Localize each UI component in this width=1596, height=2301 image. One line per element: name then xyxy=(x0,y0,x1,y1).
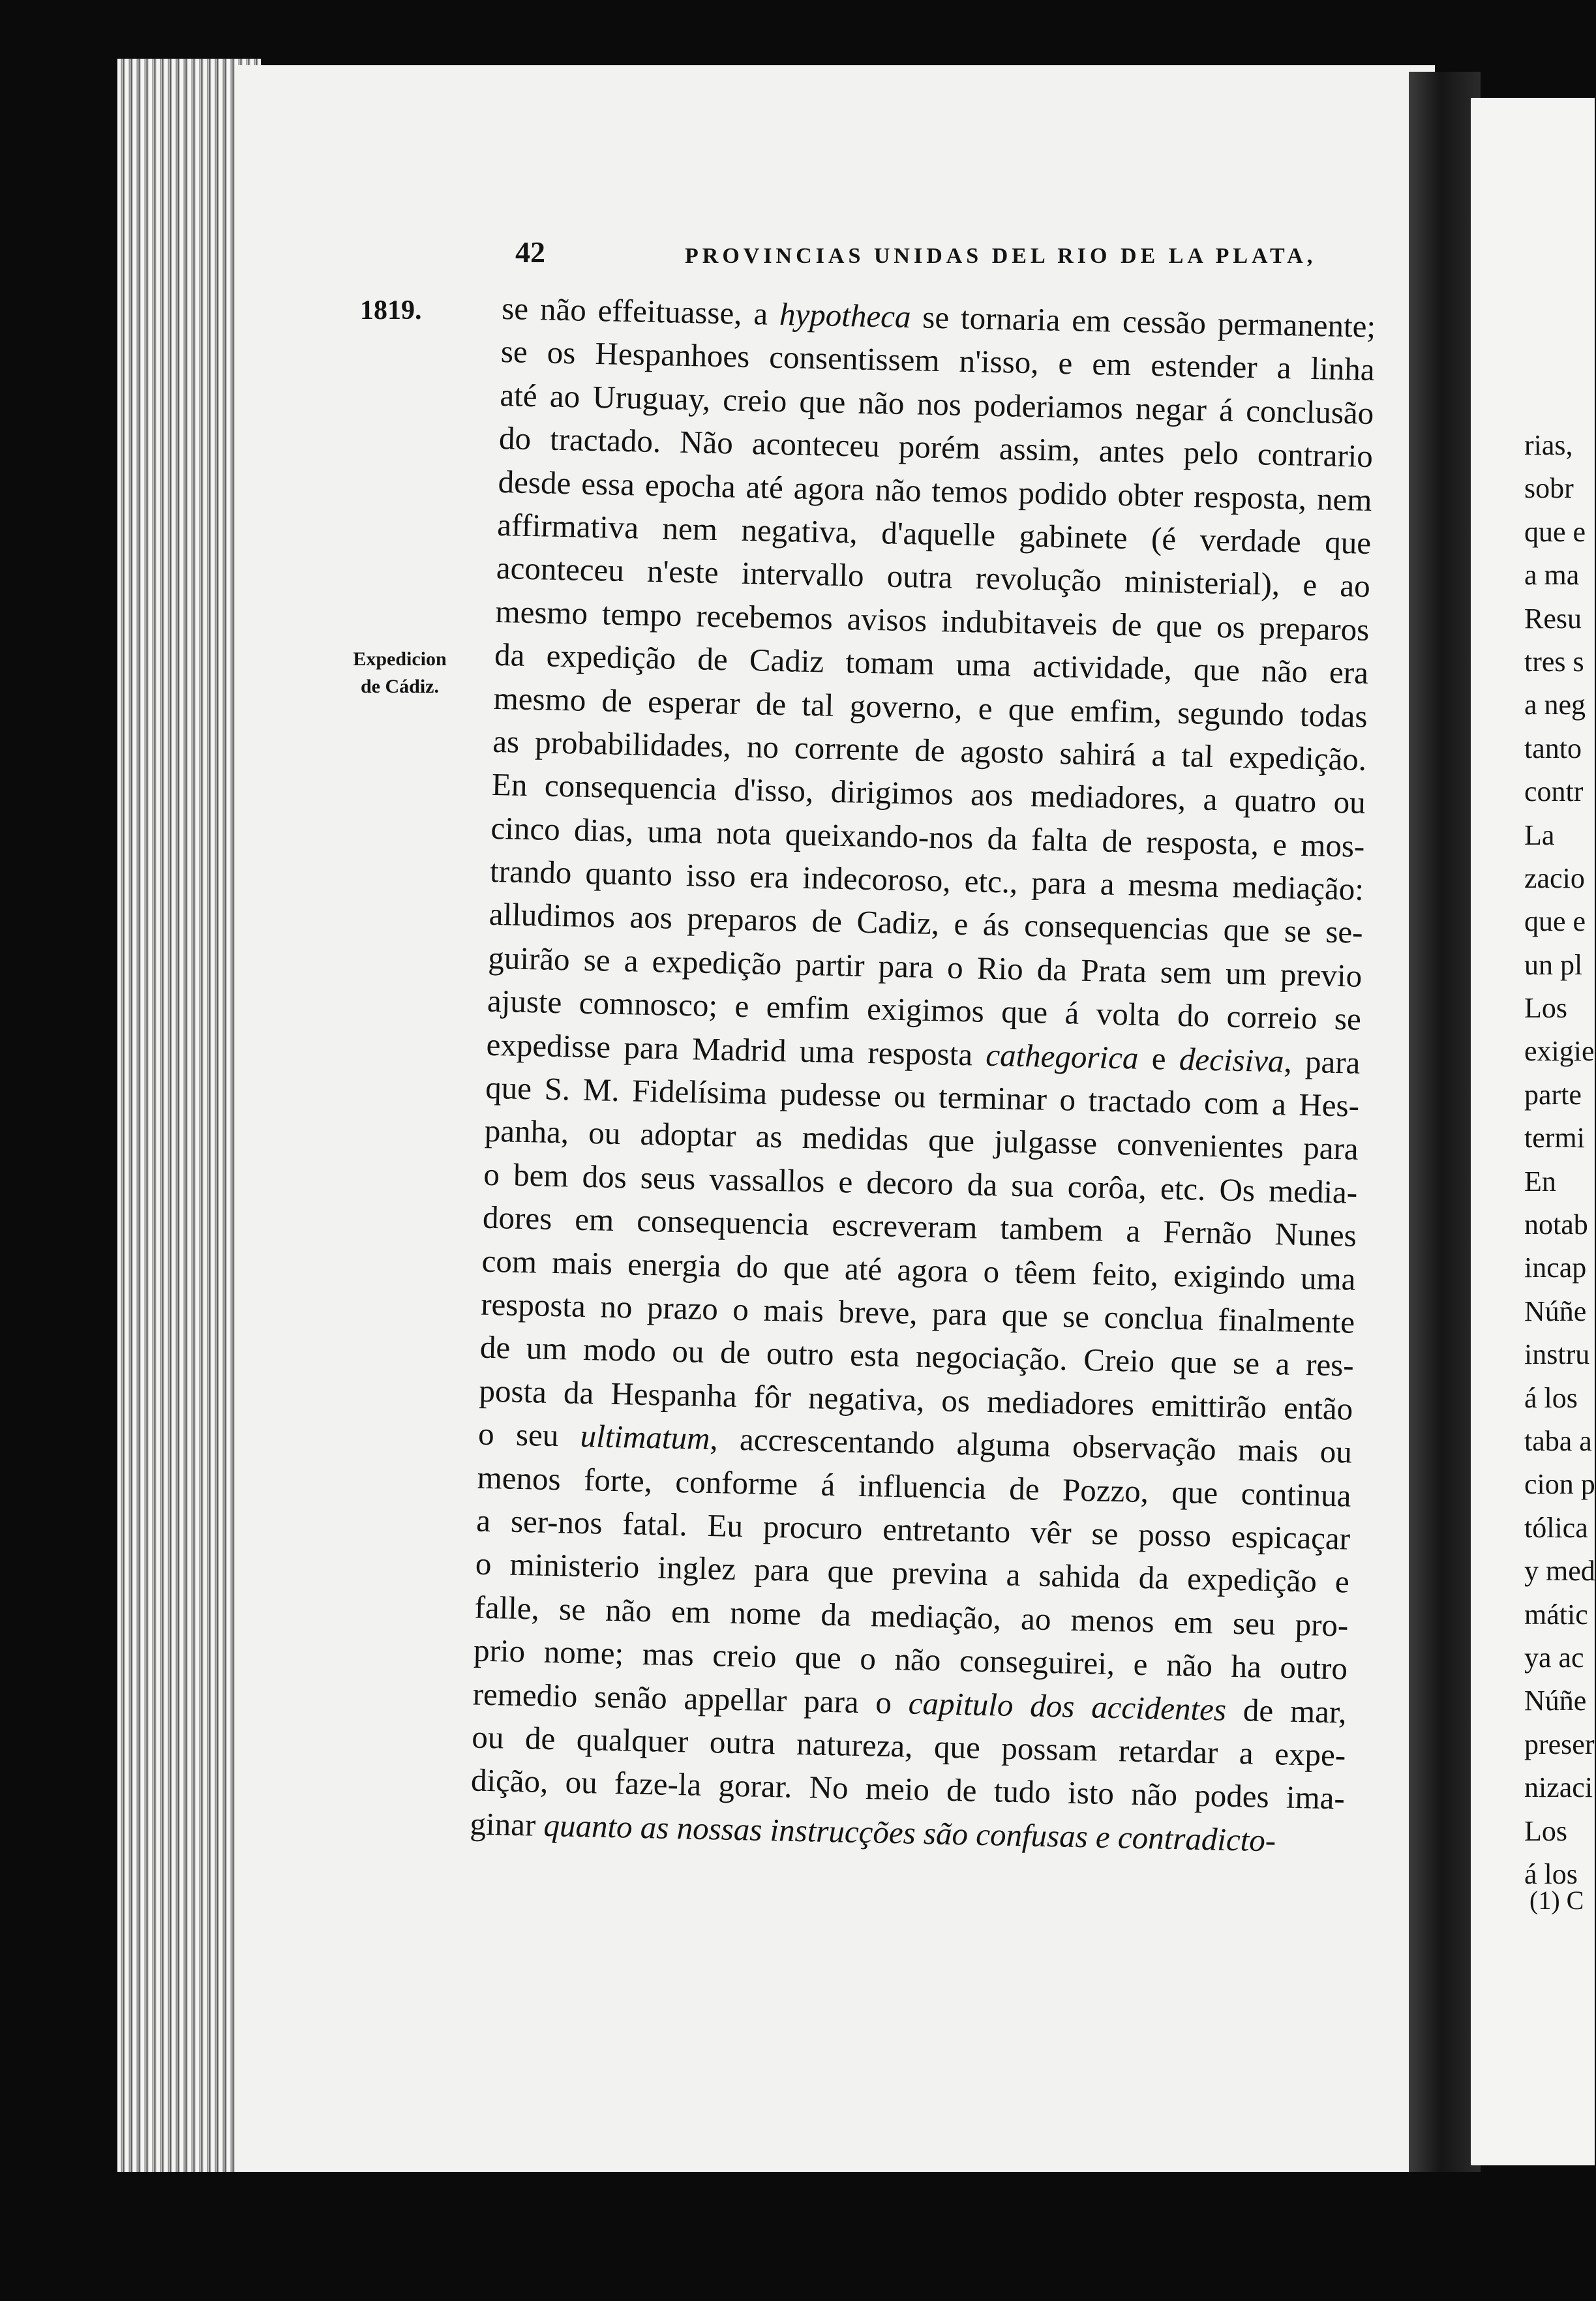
facing-page-line: La xyxy=(1524,819,1555,851)
text-line: mesmo tempo recebemos avisos indubitaveis de que os preparos xyxy=(495,593,1370,648)
text-line: prio nome; mas creio que o não conseguirei, e não ha outro xyxy=(473,1632,1348,1687)
italic-text: hypotheca xyxy=(779,295,912,335)
facing-page-line: tanto xyxy=(1524,732,1582,764)
italic-text: cathegorica xyxy=(985,1036,1139,1076)
facing-page-line: tres s xyxy=(1524,645,1584,678)
text-line: se os Hespanhoes consentissem n'isso, e em estender a linha xyxy=(500,333,1376,388)
facing-page-line: exigie xyxy=(1524,1035,1595,1068)
facing-page-line: a ma xyxy=(1524,559,1580,592)
facing-page-line: Núñe xyxy=(1524,1295,1587,1327)
facing-page-line: Núñe xyxy=(1524,1685,1587,1717)
text-line: o bem dos seus vassallos e decoro da sua corôa, etc. Os media- xyxy=(483,1156,1358,1211)
text-line: de um modo ou de outro esta negociação. Creio que se a res- xyxy=(479,1329,1355,1384)
facing-page-line: cion p xyxy=(1524,1468,1595,1501)
facing-page-line: tólica xyxy=(1524,1511,1588,1544)
facing-page-line: Resu xyxy=(1524,602,1582,635)
facing-page-line: Los xyxy=(1524,992,1567,1025)
facing-page-line: preser xyxy=(1524,1728,1595,1760)
page-number: 42 xyxy=(515,235,545,269)
facing-page-line: que e xyxy=(1524,905,1586,938)
facing-page-footnote: (1) C xyxy=(1529,1886,1584,1915)
facing-page-line: incap xyxy=(1524,1252,1587,1284)
text-line: ou de qualquer outra natureza, que possam retardar a expe- xyxy=(471,1719,1346,1773)
facing-page-line: contr xyxy=(1524,775,1584,808)
text-line: a ser-nos fatal. Eu procuro entretanto vêr se posso espicaçar xyxy=(475,1502,1351,1557)
text-line: com mais energia do que até agora o têem feito, exigindo uma xyxy=(481,1242,1357,1297)
text-line: guirão se a expedição partir para o Rio da Prata sem um previo xyxy=(487,939,1363,994)
text-line: o ministerio inglez para que previna a sahida da expedição e xyxy=(475,1545,1350,1600)
facing-page-line: á los xyxy=(1524,1857,1578,1890)
text-line: falle, se não em nome da mediação, ao menos em seu pro- xyxy=(474,1589,1349,1644)
facing-page-line: ya ac xyxy=(1524,1641,1584,1674)
running-title: PROVINCIAS UNIDAS DEL RIO DE LA PLATA, xyxy=(685,244,1317,268)
facing-page-line: notab xyxy=(1524,1209,1588,1241)
text-line: posta da Hespanha fôr negativa, os mediadores emittirão então xyxy=(478,1372,1353,1427)
facing-page-text xyxy=(1524,424,1596,1896)
text-line: o seu ultimatum, accrescentando alguma observação mais ou xyxy=(477,1415,1353,1470)
running-header xyxy=(515,235,1402,280)
facing-page-line: taba a xyxy=(1524,1424,1592,1457)
facing-page-line: mátic xyxy=(1524,1598,1588,1631)
text-line: En consequencia d'isso, dirigimos aos mediadores, a quatro ou xyxy=(491,766,1366,821)
text-line: aconteceu n'este intervallo outra revolução ministerial), e ao xyxy=(496,550,1371,605)
text-line: resposta no prazo o mais breve, para que se conclua finalmente xyxy=(480,1286,1355,1340)
text-line: cinco dias, uma nota queixando-nos da falta de resposta, e mos- xyxy=(490,809,1365,864)
text-line: as probabilidades, no corrente de agosto sahirá a tal expedição. xyxy=(492,723,1367,777)
facing-page-line: instru xyxy=(1524,1338,1590,1371)
facing-page-fragment xyxy=(1471,98,1595,2165)
text-line: ginar quanto as nossas instrucções são confusas e contradicto- xyxy=(470,1805,1276,1859)
facing-page-line: a neg xyxy=(1524,689,1586,721)
margin-year: 1819. xyxy=(360,295,422,325)
text-line: dição, ou faze-la gorar. No meio de tudo isto não podes ima- xyxy=(470,1762,1346,1816)
text-line: expedisse para Madrid uma resposta cathegorica e decisiva, para xyxy=(486,1026,1361,1081)
facing-page-line: En xyxy=(1524,1165,1556,1197)
italic-text: quanto as nossas instrucções são confusas e contradicto- xyxy=(543,1807,1276,1859)
facing-page-line: que e xyxy=(1524,515,1586,548)
facing-page-line: parte xyxy=(1524,1078,1582,1111)
text-line: até ao Uruguay, creio que não nos poderiamos negar á conclusão xyxy=(499,376,1374,431)
facing-page-line: á los xyxy=(1524,1381,1578,1414)
facing-page-line: termi xyxy=(1524,1122,1585,1154)
text-line: desde essa epocha até agora não temos podido obter resposta, nem xyxy=(498,463,1373,518)
italic-text: ultimatum xyxy=(580,1418,711,1457)
facing-page-line: y med xyxy=(1524,1555,1595,1587)
facing-page-line: sobr xyxy=(1524,472,1574,505)
text-line: mesmo de esperar de tal governo, e que emfim, segundo todas xyxy=(493,680,1368,734)
facing-page-line: rias, xyxy=(1524,429,1573,461)
body-text xyxy=(470,287,1376,1864)
text-line: que S. M. Fidelísima pudesse ou terminar o tractado com a Hes- xyxy=(485,1069,1360,1124)
text-line: ajuste comnosco; e emfim exigimos que á volta do correio se xyxy=(487,983,1362,1038)
text-line: alludimos aos preparos de Cadiz, e ás consequencias que se se- xyxy=(489,896,1364,951)
text-line: trando quanto isso era indecoroso, etc., para a mesma mediação: xyxy=(489,852,1364,907)
facing-page-line: nizaci xyxy=(1524,1771,1593,1804)
text-line: do tractado. Não aconteceu porém assim, antes pelo contrario xyxy=(498,420,1374,475)
facing-page-line: Los xyxy=(1524,1814,1567,1847)
text-line: dores em consequencia escreveram tambem a Fernão Nunes xyxy=(482,1199,1357,1254)
text-line: remedio senão appellar para o capitulo dos accidentes de mar, xyxy=(472,1676,1348,1730)
text-line: affirmativa nem negativa, d'aquelle gabinete (é verdade que xyxy=(496,506,1372,561)
margin-note-line: de Cádiz. xyxy=(361,676,439,697)
facing-page-line: zacio xyxy=(1524,862,1585,894)
facing-page-line: un pl xyxy=(1524,948,1583,981)
text-line: se não effeituasse, a hypotheca se tornaria em cessão permanente; xyxy=(501,290,1376,345)
margin-note xyxy=(338,646,462,700)
text-line: da expedição de Cadiz tomam uma actividade, que não era xyxy=(494,637,1369,691)
italic-text: decisiva xyxy=(1179,1040,1285,1079)
text-line: menos forte, conforme á influencia de Pozzo, que continua xyxy=(477,1459,1352,1514)
text-line: panha, ou adoptar as medidas que julgasse convenientes para xyxy=(484,1113,1359,1167)
gutter-shadow xyxy=(1409,72,1481,2172)
italic-text: capitulo dos accidentes xyxy=(908,1685,1227,1728)
margin-note-line: Expedicion xyxy=(353,648,447,670)
